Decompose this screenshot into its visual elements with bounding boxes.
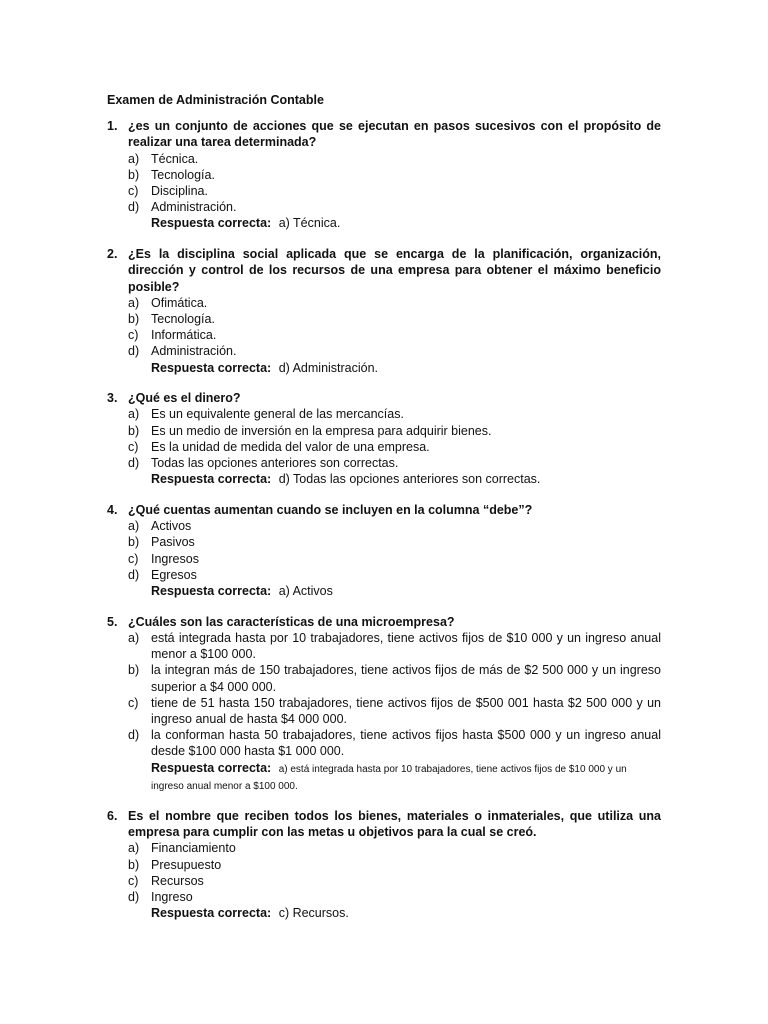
option-text: la integran más de 150 trabajadores, tiene activos fijos de más de $2 500 000 y un ingreso superior a $4 000 000. — [151, 663, 661, 694]
option-text: la conforman hasta 50 trabajadores, tiene activos fijos hasta $500 000 y un ingreso anual desde $100 000 hasta $1 000 000. — [151, 728, 661, 759]
question-1 — [107, 118, 661, 231]
option-letter: d) — [128, 456, 140, 471]
option-list — [128, 518, 661, 583]
option-letter: a) — [128, 295, 140, 310]
question-number: 4. — [107, 502, 118, 517]
option-text: Informática. — [151, 328, 217, 343]
option-letter: d) — [128, 344, 140, 359]
option-text: Ofimática. — [151, 295, 208, 310]
option-text: Técnica. — [151, 151, 199, 166]
document-title: Examen de Administración Contable — [107, 93, 324, 107]
answer-label: Respuesta correcta: — [151, 760, 272, 775]
answer-label: Respuesta correcta: — [151, 472, 272, 487]
option-text: Ingresos — [151, 551, 199, 566]
option-c — [128, 873, 661, 889]
option-b — [128, 167, 661, 183]
answer-label: Respuesta correcta: — [151, 906, 272, 921]
option-letter: a) — [128, 407, 140, 422]
option-d — [128, 199, 661, 215]
option-letter: d) — [128, 567, 140, 582]
option-a — [128, 518, 661, 534]
option-text: Administración. — [151, 344, 237, 359]
option-d — [128, 889, 661, 905]
option-c — [128, 439, 661, 455]
question-text: Es el nombre que reciben todos los bienes, materiales o inmateriales, que utiliza una empresa para cumplir con las metas u objetivos para la cual se creó. — [128, 809, 661, 840]
correct-answer — [128, 471, 661, 487]
question-2 — [107, 246, 661, 376]
answer-text: c) Recursos. — [278, 906, 349, 921]
option-letter: d) — [128, 728, 140, 743]
option-letter: b) — [128, 663, 140, 678]
question-3 — [107, 390, 661, 487]
option-list — [128, 840, 661, 905]
answer-text: a) Activos — [278, 583, 333, 598]
option-text: Financiamiento — [151, 841, 236, 856]
question-list — [107, 118, 661, 921]
option-text: Tecnología. — [151, 167, 215, 182]
option-text: Activos — [151, 519, 192, 534]
correct-answer — [128, 583, 661, 599]
correct-answer — [128, 215, 661, 231]
answer-label: Respuesta correcta: — [151, 360, 272, 375]
option-text: Tecnología. — [151, 311, 215, 326]
question-number: 3. — [107, 391, 118, 406]
option-d — [128, 343, 661, 359]
option-c — [128, 327, 661, 343]
option-c — [128, 695, 661, 727]
option-letter: c) — [128, 439, 139, 454]
option-letter: c) — [128, 873, 139, 888]
option-list — [128, 295, 661, 360]
option-letter: b) — [128, 535, 140, 550]
option-list — [128, 630, 661, 760]
option-letter: d) — [128, 890, 140, 905]
option-letter: a) — [128, 151, 140, 166]
option-text: Recursos — [151, 873, 204, 888]
correct-answer — [128, 760, 661, 794]
answer-text: a) Técnica. — [278, 216, 341, 231]
option-text: tiene de 51 hasta 150 trabajadores, tiene activos fijos de $500 001 hasta $2 500 000 y un ingreso anual de hasta $4 000 000. — [151, 695, 661, 726]
question-number: 6. — [107, 809, 118, 824]
option-letter: b) — [128, 167, 140, 182]
option-letter: b) — [128, 311, 140, 326]
option-c — [128, 551, 661, 567]
option-text: Presupuesto — [151, 857, 222, 872]
option-b — [128, 857, 661, 873]
option-a — [128, 406, 661, 422]
option-text: Es un equivalente general de las mercancías. — [151, 407, 404, 422]
option-letter: c) — [128, 184, 139, 199]
option-b — [128, 311, 661, 327]
option-text: Disciplina. — [151, 184, 208, 199]
answer-text: d) Todas las opciones anteriores son correctas. — [278, 472, 541, 487]
option-letter: c) — [128, 328, 139, 343]
option-b — [128, 423, 661, 439]
question-number: 2. — [107, 247, 118, 262]
option-text: Es un medio de inversión en la empresa para adquirir bienes. — [151, 423, 492, 438]
option-text: está integrada hasta por 10 trabajadores, tiene activos fijos de $10 000 y un ingreso anual menor a $100 000. — [151, 630, 661, 662]
option-d — [128, 567, 661, 583]
option-text: Administración. — [151, 200, 237, 215]
option-text: Es la unidad de medida del valor de una empresa. — [151, 439, 430, 454]
option-text: Egresos — [151, 567, 197, 582]
option-letter: a) — [128, 519, 140, 534]
question-6 — [107, 808, 661, 921]
option-b — [128, 534, 661, 550]
question-text: ¿Qué es el dinero? — [128, 391, 241, 406]
question-text: ¿Es la disciplina social aplicada que se encarga de la planificación, organización, dirección y control de los recursos de una empresa para obtener el máximo beneficio posible? — [128, 247, 661, 294]
question-number: 5. — [107, 614, 118, 629]
option-letter: b) — [128, 423, 140, 438]
correct-answer — [128, 905, 661, 921]
option-letter: c) — [128, 695, 139, 710]
option-a — [128, 840, 661, 856]
question-text: ¿Cuáles son las características de una microempresa? — [128, 614, 455, 629]
option-d — [128, 455, 661, 471]
question-4 — [107, 502, 661, 599]
answer-text: a) está integrada hasta por 10 trabajadores, tiene activos fijos de $10 000 y un ingreso anual menor a $100 000. — [151, 763, 627, 792]
option-a — [128, 151, 661, 167]
option-a — [128, 295, 661, 311]
answer-text: d) Administración. — [278, 360, 379, 375]
option-list — [128, 151, 661, 216]
option-letter: a) — [128, 841, 140, 856]
option-text: Ingreso — [151, 890, 193, 905]
option-c — [128, 183, 661, 199]
option-d — [128, 727, 661, 759]
question-number: 1. — [107, 119, 118, 134]
answer-label: Respuesta correcta: — [151, 216, 272, 231]
correct-answer — [128, 360, 661, 376]
option-letter: c) — [128, 551, 139, 566]
option-text: Todas las opciones anteriores son correctas. — [151, 456, 399, 471]
option-a — [128, 630, 661, 662]
option-letter: d) — [128, 200, 140, 215]
answer-label: Respuesta correcta: — [151, 583, 272, 598]
option-b — [128, 662, 661, 694]
question-5 — [107, 614, 661, 794]
option-letter: b) — [128, 857, 140, 872]
option-letter: a) — [128, 630, 140, 645]
option-text: Pasivos — [151, 535, 195, 550]
question-text: ¿Qué cuentas aumentan cuando se incluyen en la columna “debe”? — [128, 502, 533, 517]
question-text: ¿es un conjunto de acciones que se ejecutan en pasos sucesivos con el propósito de realizar una tarea determinada? — [128, 119, 661, 150]
option-list — [128, 406, 661, 471]
